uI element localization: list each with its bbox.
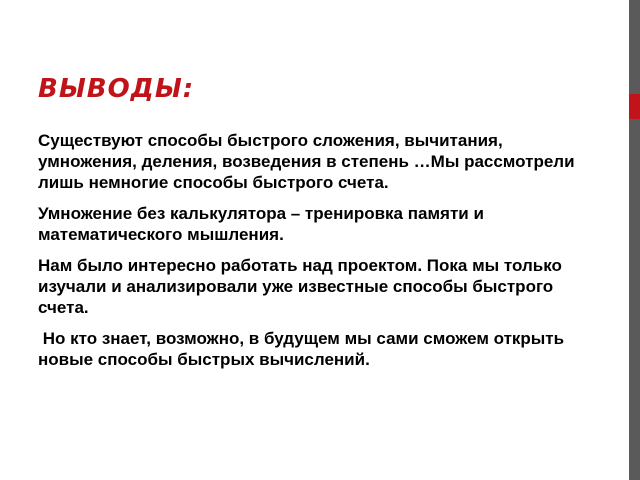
decorative-side-stripe	[627, 0, 640, 480]
paragraph-future: Но кто знает, возможно, в будущем мы сами сможем открыть новые способы быстрых вычислений.	[38, 329, 565, 369]
paragraph-multiplication: Умножение без калькулятора – тренировка памяти и математического мышления.	[38, 204, 484, 244]
paragraph-methods: Существуют способы быстрого сложения, вычитания, умножения, деления, возведения в степень …Мы рассмотрели лишь немногие способы быстрого счета.	[38, 131, 575, 192]
paragraph-project: Нам было интересно работать над проектом. Пока мы только изучали и анализировали уже известные способы быстрого счета.	[38, 256, 562, 317]
slide-title: ВЫВОДЫ:	[38, 74, 195, 104]
slide-body	[38, 130, 578, 380]
stripe-inner-line	[627, 0, 629, 480]
